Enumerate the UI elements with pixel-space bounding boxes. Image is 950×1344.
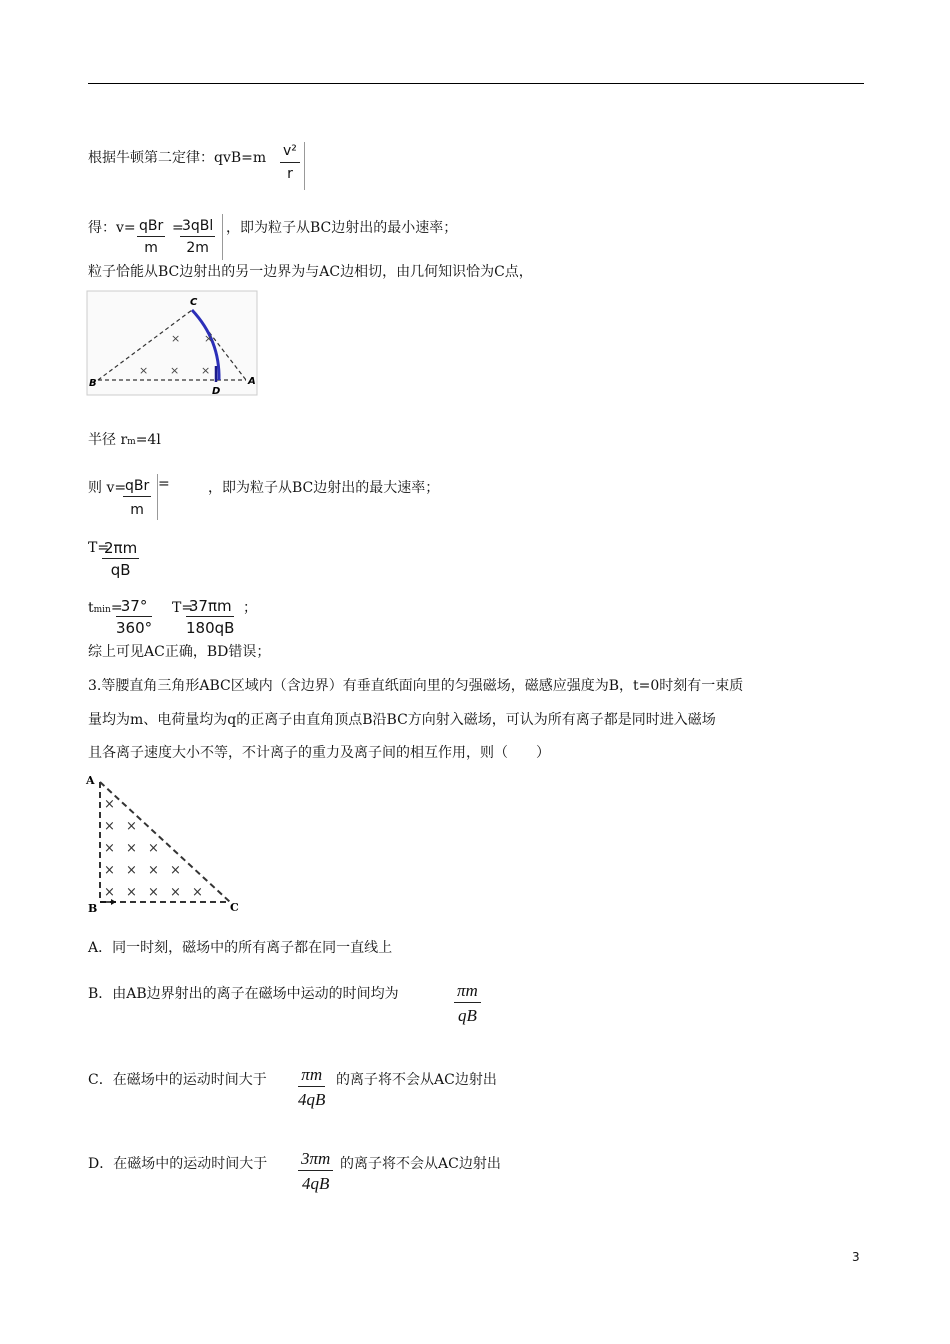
tmin-mid: T= (172, 600, 194, 616)
min-eq: = (172, 220, 184, 236)
period-prefix: T= (88, 540, 110, 556)
option-c-den: 4qB (298, 1090, 326, 1109)
option-d-den: 4qB (301, 1174, 330, 1193)
newton-fraction (280, 140, 300, 185)
fig2-cross: × (148, 841, 159, 856)
option-c-num: πm (298, 1064, 325, 1087)
period-num: 2πm (104, 539, 138, 557)
max-bar (157, 474, 158, 520)
option-b-fraction (454, 980, 481, 1029)
fig1-label-a: A (248, 376, 256, 387)
newton-bar (304, 142, 305, 190)
fig2-cross: × (148, 885, 159, 900)
tmin-fraction-2 (186, 596, 234, 639)
tmin-f2-num: 37πm (186, 596, 234, 617)
fig2-cross: × (126, 819, 137, 834)
question-line-3: 且各离子速度大小不等，不计离子的重力及离子间的相互作用，则（ ） (88, 745, 550, 761)
radius-b: =4l (135, 432, 161, 448)
question-line-1: 3.等腰直角三角形ABC区域内（含边界）有垂直纸面向里的匀强磁场，磁感应强度为B，t=0时刻有一束质 (88, 678, 744, 694)
tmin-fraction-1 (116, 596, 152, 639)
page-number: 3 (852, 1250, 860, 1264)
radius-a: 半径 r (88, 432, 128, 448)
min-speed-prefix: 得：v= (88, 220, 136, 236)
fig2-cross: × (104, 797, 115, 812)
min-bar (222, 214, 223, 260)
option-d-suffix: 的离子将不会从AC边射出 (340, 1156, 501, 1172)
option-c-text: C．在磁场中的运动时间大于 (88, 1072, 267, 1088)
fig2-cross: × (170, 885, 181, 900)
max-suffix: ，即为粒子从BC边射出的最大速率； (208, 480, 440, 496)
fig2-label-b: B (88, 902, 98, 915)
fig2-label-a: A (86, 774, 95, 787)
tmin-f1-num: 37° (116, 596, 152, 617)
fig1-cross: × (139, 364, 149, 377)
option-c-suffix: 的离子将不会从AC边射出 (336, 1072, 497, 1088)
fig1-label-d: D (212, 386, 221, 396)
fig2-cross: × (104, 819, 115, 834)
option-b: B．由AB边界射出的离子在磁场中运动的时间均为 (88, 986, 399, 1002)
tmin-f1-den: 360° (116, 619, 153, 637)
fig1-cross: × (201, 364, 211, 377)
tmin-sub: min (93, 605, 111, 615)
fig1-cross: × (171, 332, 181, 345)
fig2-cross: × (192, 885, 203, 900)
newton-line (88, 148, 266, 168)
option-c-fraction (298, 1064, 325, 1113)
option-d-fraction (298, 1148, 333, 1197)
conclusion: 综上可见AC正确，BD错误； (88, 644, 271, 660)
min-f1-den: m (144, 240, 158, 256)
fig2-cross: × (104, 885, 115, 900)
min-f2-den: 2m (186, 240, 209, 256)
fig1-cross: × (204, 332, 214, 345)
figure-1 (86, 290, 258, 396)
max-fraction (123, 476, 151, 523)
fig1-label-c: C (190, 297, 198, 308)
fig1-cross: × (170, 364, 180, 377)
newton-den: r (287, 166, 293, 182)
min-fraction-2 (180, 216, 215, 259)
min-f1-num: qBr (137, 216, 165, 237)
max-num: qBr (123, 476, 151, 497)
period-fraction (102, 538, 139, 581)
boundary-text: 粒子恰能从BC边射出的另一边界为与AC边相切，由几何知识恰为C点， (88, 264, 533, 280)
fig2-cross: × (126, 885, 137, 900)
tmin-eq: = (110, 600, 123, 616)
option-b-den: qB (457, 1006, 477, 1025)
radius-sub: m (127, 437, 136, 447)
fig2-cross: × (104, 863, 115, 878)
tmin-f2-den: 180qB (186, 619, 235, 637)
option-b-num: πm (454, 980, 481, 1003)
header-rule (88, 83, 864, 84)
tmin-end: ； (243, 600, 257, 616)
fig2-cross: × (104, 841, 115, 856)
newton-num: v² (280, 140, 300, 163)
question-line-2: 量均为m、电荷量均为q的正离子由直角顶点B沿BC方向射入磁场，可认为所有离子都是同时进入磁场 (88, 712, 716, 728)
fig2-cross: × (170, 863, 181, 878)
fig2-cross: × (126, 863, 137, 878)
max-prefix: 则 v= (88, 480, 127, 496)
option-a: A．同一时刻，磁场中的所有离子都在同一直线上 (88, 940, 393, 956)
fig1-label-b: B (89, 378, 97, 389)
fig2-label-c: C (230, 901, 239, 914)
option-c (88, 1070, 267, 1090)
min-f2-num: 3qBl (180, 216, 215, 237)
tmin-t: t (88, 600, 94, 616)
max-eq: = (158, 476, 170, 492)
min-suffix: ，即为粒子从BC边射出的最小速率； (226, 220, 458, 236)
period-den: qB (110, 561, 131, 579)
fig2-cross: × (148, 863, 159, 878)
fig2-cross: × (126, 841, 137, 856)
option-d-num: 3πm (298, 1148, 333, 1171)
option-d (88, 1154, 267, 1174)
radius-line (88, 430, 161, 452)
figure-2 (84, 770, 244, 916)
min-fraction-1 (137, 216, 165, 259)
max-den: m (130, 502, 144, 518)
option-d-text: D．在磁场中的运动时间大于 (88, 1156, 268, 1172)
fig2-edge-ac (100, 782, 230, 902)
newton-label: 根据牛顿第二定律：qvB=m (88, 150, 267, 166)
